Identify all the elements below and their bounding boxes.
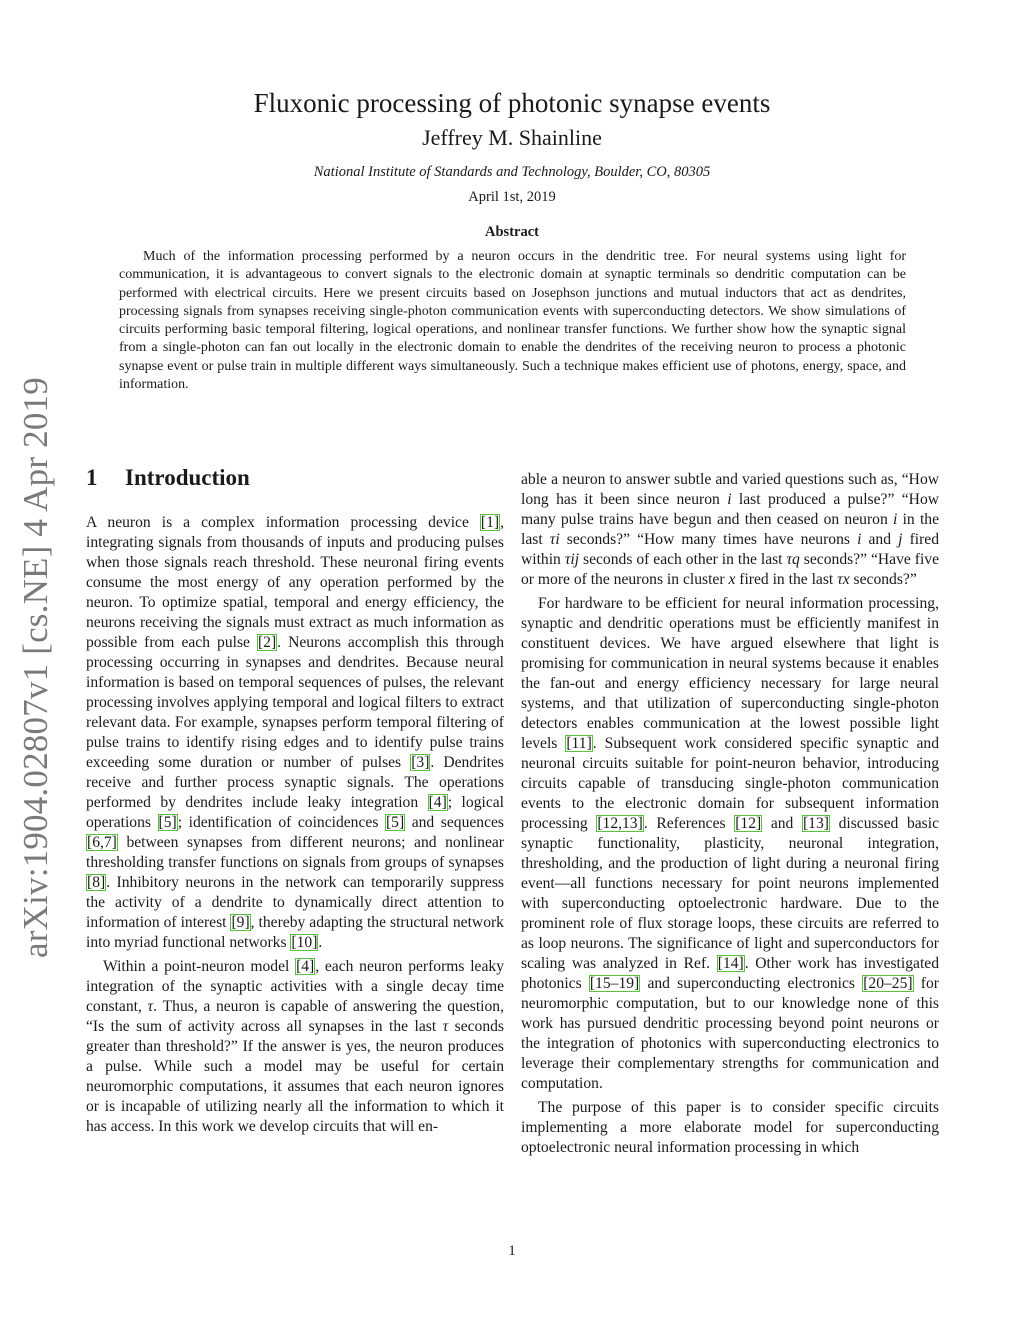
section-heading (86, 462, 506, 494)
paper-title: Fluxonic processing of photonic synapse events (253, 88, 771, 118)
text-run: Within a point-neuron model (103, 958, 296, 975)
text-run: and (861, 531, 899, 548)
abstract-text: Much of the information processing performed by a neuron occurs in the dendritic tree. For neural systems using light for communication, it is advantageous to convert signals to the electronic domain at synaptic terminals so dendritic computation can be performed with electrical circuits. Here we present circuits based on Josephson junctions and mutual inductors that act as dendrites, processing signals from synapses receiving single-photon communication events with superconducting detectors. We show simulations of circuits performing basic temporal filtering, logical operations, and nonlinear transfer functions. We further show how the synaptic signal from a single-photon can fan out locally in the electronic domain to enable the dendrites of the receiving neuron to process a photonic synapse event or pulse train in multiple different ways simultaneously. Such a technique makes efficient use of photons, energy, space, and information. (119, 249, 906, 393)
text-run: seconds of each other in the last (579, 551, 787, 568)
text-run: . (318, 934, 323, 951)
text-run: and superconducting electronics (640, 975, 863, 992)
citation-link[interactable]: [6,7] (87, 834, 117, 851)
text-run: , integrating signals from thousands of inputs and producing pulses when those signals reach threshold. These neuronal firing events consume the most energy of any operation performed by the neuron. To optimize spatial, temporal and energy efficiency, the neurons receiving the signals must extract as much information as possible from each pulse (86, 514, 504, 651)
text-run: seconds?” (849, 571, 917, 588)
math-symbol: τi (549, 531, 560, 548)
text-run: A neuron is a complex information processing device (86, 514, 480, 531)
text-run: between synapses from different neurons; and nonlinear thresholding transfer functions on signals from groups of synapses (86, 834, 504, 871)
intro-paragraph-1 (86, 513, 504, 953)
text-run: . Subsequent work considered specific synaptic and neuronal circuits suitable for point-neuron behavior, introducing circuits capable of transducing single-photon communication events to the electronic domain for subsequent information processing (521, 735, 939, 832)
citation-link[interactable]: [13] (802, 815, 829, 832)
math-symbol: i (857, 531, 862, 548)
text-run: and (762, 815, 802, 832)
section-title: Introduction (125, 465, 250, 490)
math-symbol: i (727, 491, 732, 508)
math-symbol: τx (837, 571, 850, 588)
citation-link[interactable]: [4] (428, 794, 447, 811)
citation-link[interactable]: [20–25] (863, 975, 913, 992)
right-column (521, 470, 939, 1158)
math-symbol: j (898, 531, 903, 548)
citation-link[interactable]: [11] (566, 735, 592, 752)
text-run: ; identification of coincidences (177, 814, 385, 831)
citation-link[interactable]: [1] (480, 514, 500, 531)
math-symbol: τq (786, 551, 800, 568)
text-run: last produced a pulse?” “How many pulse trains have begun and then ceased on neuron (521, 491, 940, 528)
abstract-heading: Abstract (485, 224, 539, 240)
math-symbol: i (892, 511, 898, 528)
text-run: . Other work has investigated photonics (521, 955, 939, 992)
author-affiliation: National Institute of Standards and Technology, Boulder, CO, 80305 (313, 164, 711, 180)
citation-link[interactable]: [14] (717, 955, 744, 972)
text-run: . References (643, 815, 735, 832)
text-run: . Neurons accomplish this through processing occurring in synapses and dendrites. Because neural information is based on temporal sequences of pulses, the relevant processing involves applying temporal and logical filters to extract relevant data. For example, synapses perform temporal filtering of pulse trains to identify rising edges and to identify pulse trains exceeding some duration or number of pulses (86, 634, 505, 771)
citation-link[interactable]: [8] (87, 874, 106, 891)
text-run: ; logical operations (86, 794, 504, 831)
publication-date: April 1st, 2019 (468, 189, 556, 205)
text-run: seconds?” “Have five or more of the neurons in cluster (521, 551, 939, 588)
citation-link[interactable]: [2] (257, 634, 277, 651)
intro-paragraph-2-continued (521, 470, 939, 590)
text-run: in the last (521, 511, 939, 548)
text-run: fired within (521, 531, 940, 568)
text-run: The purpose of this paper is to consider specific circuits implementing a more elaborate model for superconducting optoelectronic neural information processing in which (521, 1099, 939, 1156)
left-column (86, 513, 504, 1137)
intro-paragraph-4 (521, 1098, 939, 1158)
text-run: , each neuron performs leaky integration of the synaptic activities with a single decay time constant, (86, 958, 504, 1015)
text-run: For hardware to be efficient for neural information processing, synaptic and dendritic operations must be efficiently manifest in constituent devices. We have argued elsewhere that light is promising for communication in neural systems because it enables the fan-out and energy efficiency necessary for large neural systems, and that utilization of superconducting single-photon detectors enables communication at the lowest possible light levels (521, 595, 939, 752)
section-number: 1 (86, 465, 98, 490)
text-run: fired in the last (735, 571, 838, 588)
author-name: Jeffrey M. Shainline (422, 125, 602, 150)
math-symbol: τ (147, 998, 154, 1015)
math-symbol: τ (442, 1018, 449, 1035)
text-run: seconds greater than threshold?” If the answer is yes, the neuron produces a pulse. While such a model may be useful for certain neuromorphic computations, it assumes that each neuron ignores or is incapable of utilizing nearly all the information to which it has access. In this work we develop circuits that will en- (86, 1018, 504, 1135)
page-number: 1 (508, 1243, 516, 1259)
citation-link[interactable]: [12] (735, 815, 762, 832)
text-run: discussed basic synaptic functionality, plasticity, neuronal integration, thresholding, and the production of light during a neuronal firing event—all functions necessary for point neurons implemented with superconducting optoelectronic hardware. Due to the prominent role of flux storage loops, these circuits are referred to as loop neurons. The significance of light and superconductors for scaling was analyzed in Ref. (521, 815, 940, 972)
text-run: seconds?” “How many times have neurons (559, 531, 858, 548)
text-run: . Thus, a neuron is capable of answering the question, “Is the sum of activity across all synapses in the last (86, 998, 504, 1035)
citation-link[interactable]: [5] (158, 814, 177, 831)
text-run: and sequences (405, 814, 504, 831)
citation-link[interactable]: [15–19] (589, 975, 640, 992)
citation-link[interactable]: [4] (296, 958, 315, 975)
intro-paragraph-3 (521, 594, 939, 1094)
math-symbol: τij (564, 551, 580, 568)
text-run: . Inhibitory neurons in the network can temporarily suppress the activity of a dendrite to dynamically direct attention to information of interest (86, 874, 504, 931)
text-run: . Dendrites receive and further process synaptic signals. The operations performed by dendrites include leaky integration (86, 754, 505, 811)
citation-link[interactable]: [10] (291, 934, 318, 951)
text-run: able a neuron to answer subtle and varied questions such as, “How long has it been since neuron (521, 471, 939, 508)
text-run: for neuromorphic computation, but to our knowledge none of this work has pursued dendritic processing beyond point neurons or the integration of photonics with superconducting electronics to leverage their complementary strengths for communication and computation. (521, 975, 939, 1092)
text-run: , thereby adapting the structural network into myriad functional networks (86, 914, 504, 951)
math-symbol: x (728, 571, 736, 588)
arxiv-identifier-stamp: arXiv:1904.02807v1 [cs.NE] 4 Apr 2019 (16, 377, 55, 958)
citation-link[interactable]: [9] (231, 914, 250, 931)
intro-paragraph-2 (86, 957, 504, 1137)
citation-link[interactable]: [12,13] (597, 815, 643, 832)
citation-link[interactable]: [5] (385, 814, 405, 831)
citation-link[interactable]: [3] (411, 754, 430, 771)
